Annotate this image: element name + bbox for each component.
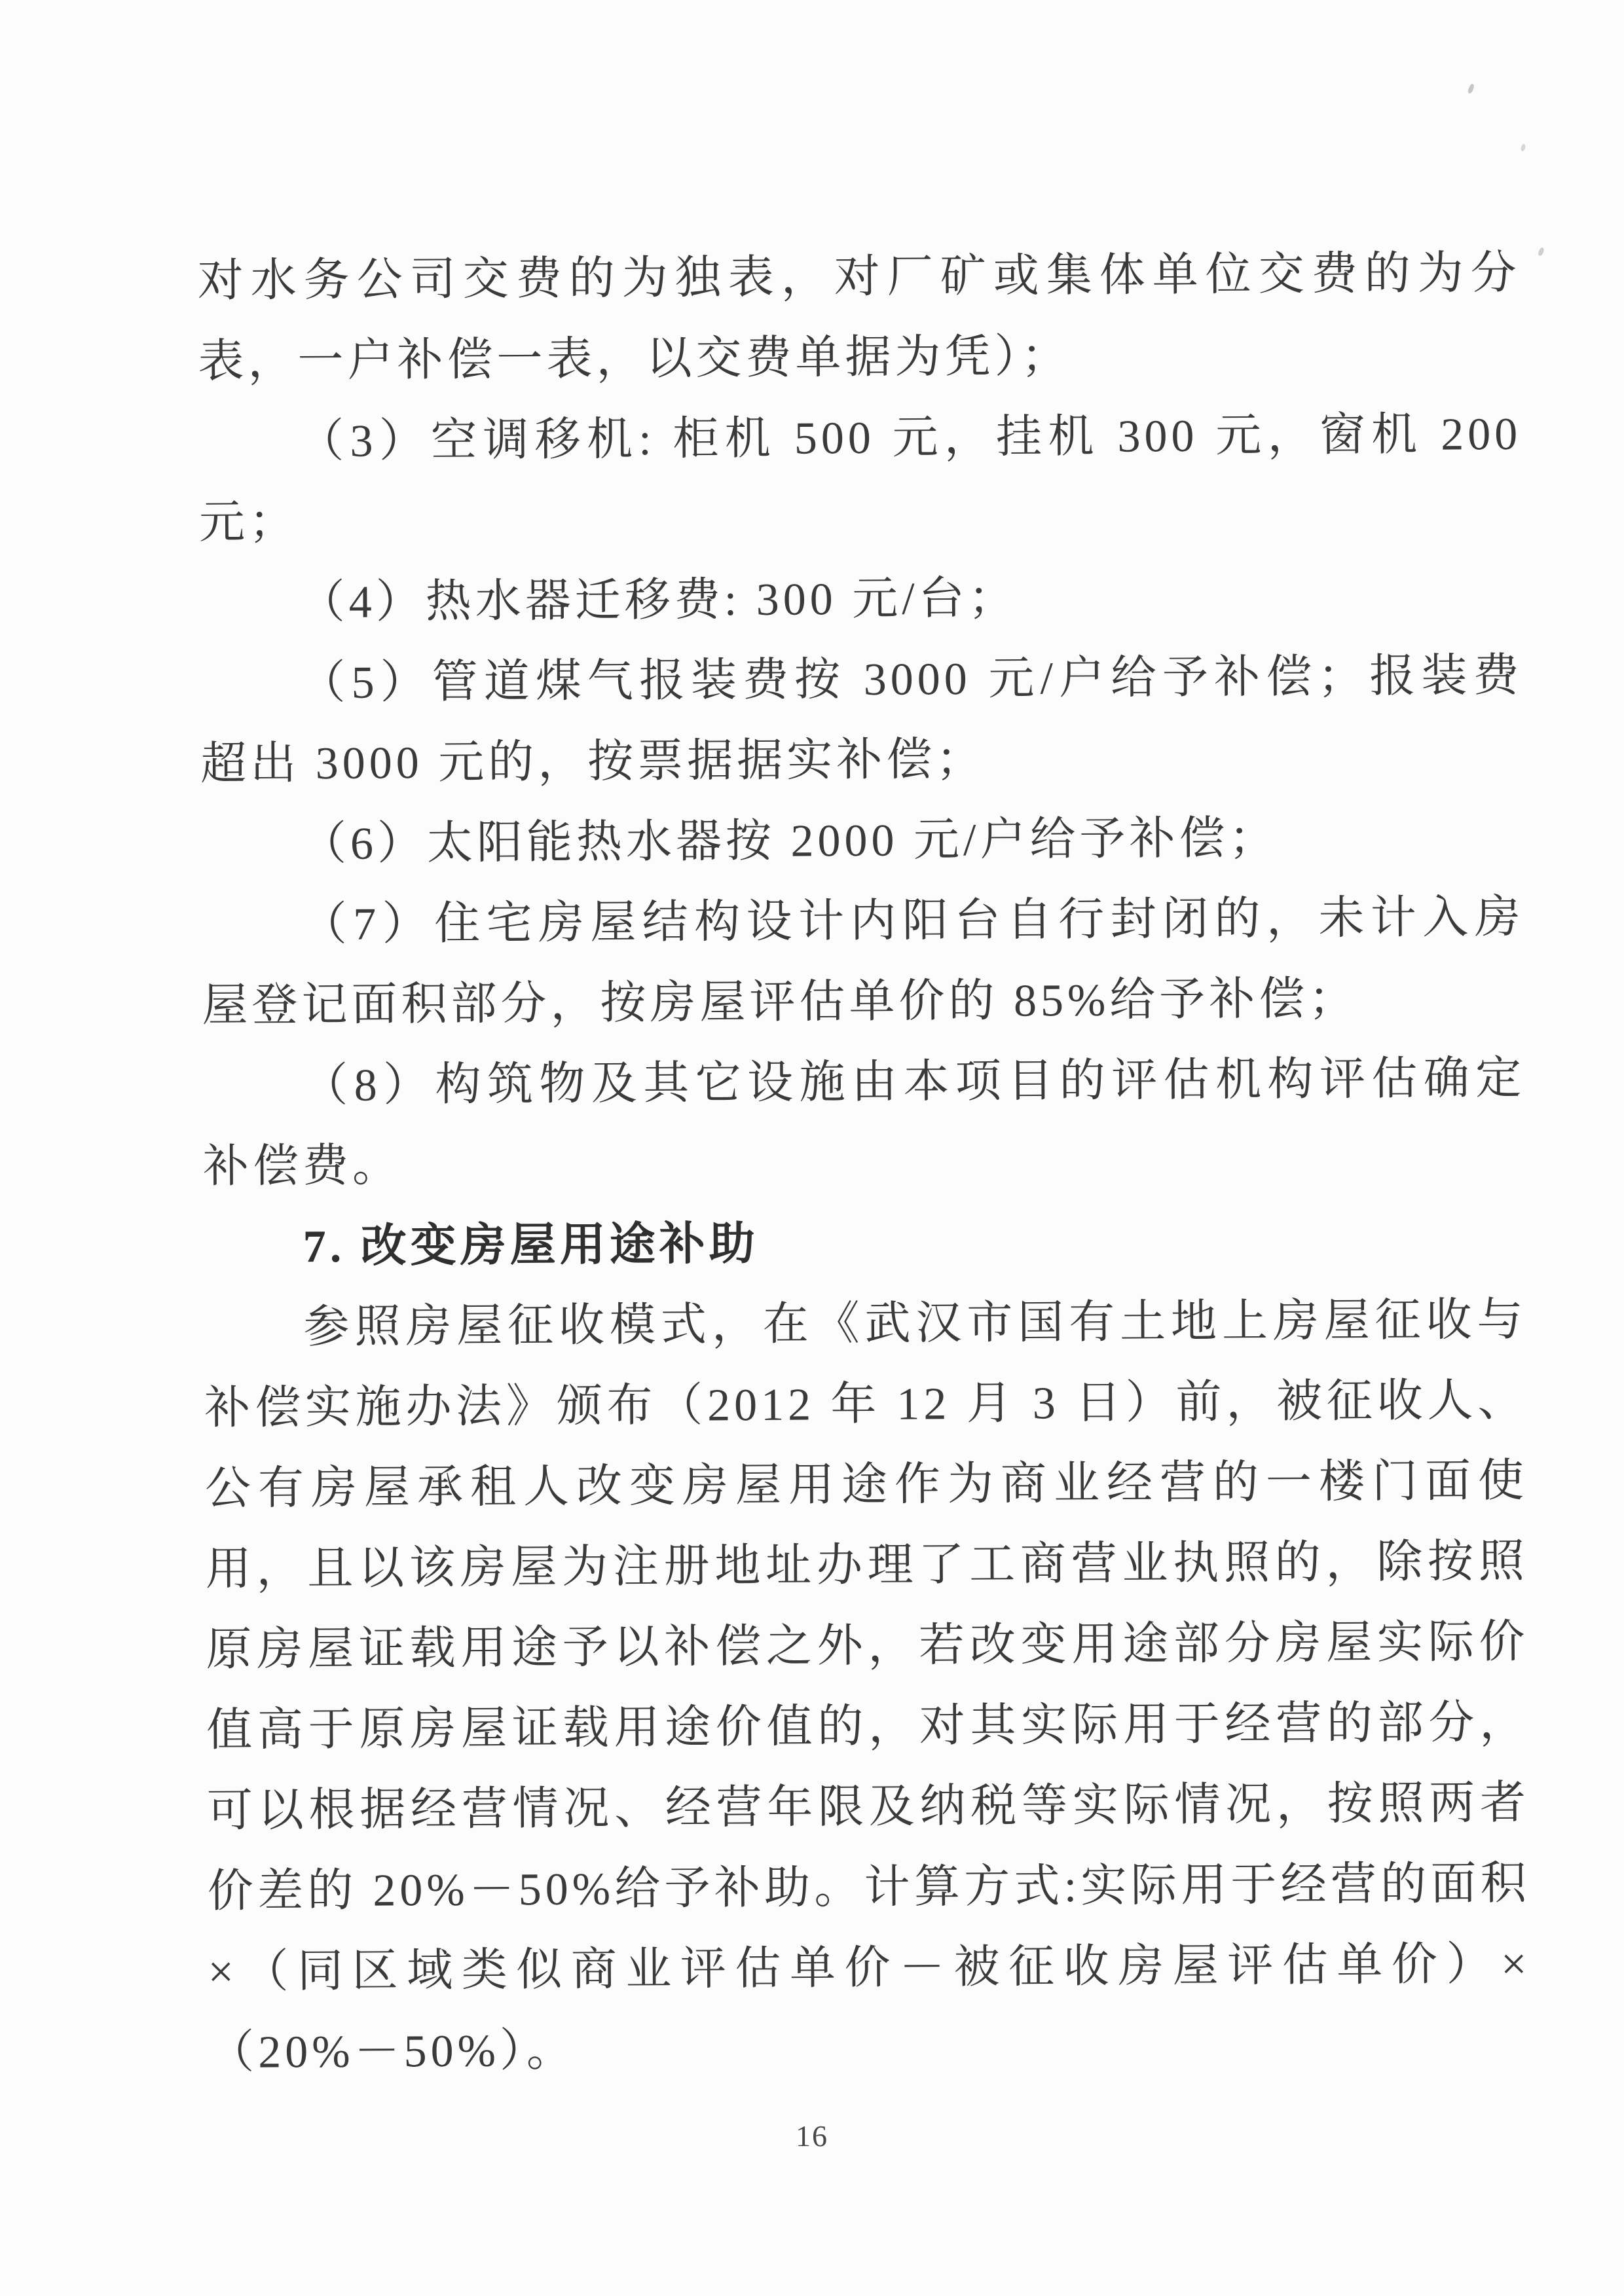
body-line: 参照房屋征收模式，在《武汉市国有土地上房屋征收与: [303, 1294, 1527, 1353]
body-line: 用，且以该房屋为注册地址办理了工商营业执照的，除按照: [205, 1536, 1528, 1595]
body-line: （4）热水器迁移费: 300 元/台；: [299, 573, 1018, 629]
body-line: （6）太阳能热水器按 2000 元/户给予补偿；: [300, 813, 1279, 870]
page-number: 16: [796, 2119, 828, 2153]
body-line: 价差的 20%－50%给予补助。计算方式:实际用于经营的面积: [207, 1858, 1530, 1918]
body-line: 补偿费。: [202, 1140, 403, 1193]
body-line: （3）空调移机: 柜机 500 元，挂机 300 元，窗机 200: [298, 409, 1522, 467]
body-line: （20%－50%）。: [208, 2025, 577, 2079]
body-line: 公有房屋承租人改变房屋用途作为商业经营的一楼门面使: [204, 1455, 1528, 1515]
body-line: ×（同区域类似商业评估单价－被征收房屋评估单价）×: [208, 1939, 1531, 1998]
body-line: 原房屋证载用途予以补偿之外，若改变用途部分房屋实际价: [206, 1616, 1529, 1676]
body-line: 表，一户补偿一表，以交费单据为凭）；: [198, 331, 1071, 388]
body-line: （7）住宅房屋结构设计内阳台自行封闭的，未计入房: [301, 892, 1524, 951]
body-line: （5）管道煤气报装费按 3000 元/户给予补偿；报装费: [299, 650, 1523, 709]
body-line: 值高于原房屋证载用途价值的，对其实际用于经营的部分，: [206, 1697, 1530, 1757]
body-line: 补偿实施办法》颁布（2012 年 12 月 3 日）前，被征收人、: [204, 1375, 1528, 1434]
body-line: 屋登记面积部分，按房屋评估单价的 85%给予补偿；: [202, 974, 1359, 1032]
scan-speck: [1520, 143, 1526, 151]
body-line: 可以根据经营情况、经营年限及纳税等实际情况，按照两者: [206, 1777, 1530, 1837]
body-line: 超出 3000 元的，按票据据实补偿；: [200, 734, 986, 790]
section-heading: 7. 改变房屋用途补助: [303, 1218, 759, 1273]
body-line: （8）构筑物及其它设施由本项目的评估机构评估确定: [302, 1053, 1526, 1112]
scan-speck: [1467, 83, 1475, 94]
body-line: 对水务公司交费的为独表，对厂矿或集体单位交费的为分: [197, 247, 1521, 307]
scan-speck: [1538, 247, 1545, 257]
document-body: [197, 233, 1531, 2093]
body-line: 元；: [198, 497, 299, 549]
